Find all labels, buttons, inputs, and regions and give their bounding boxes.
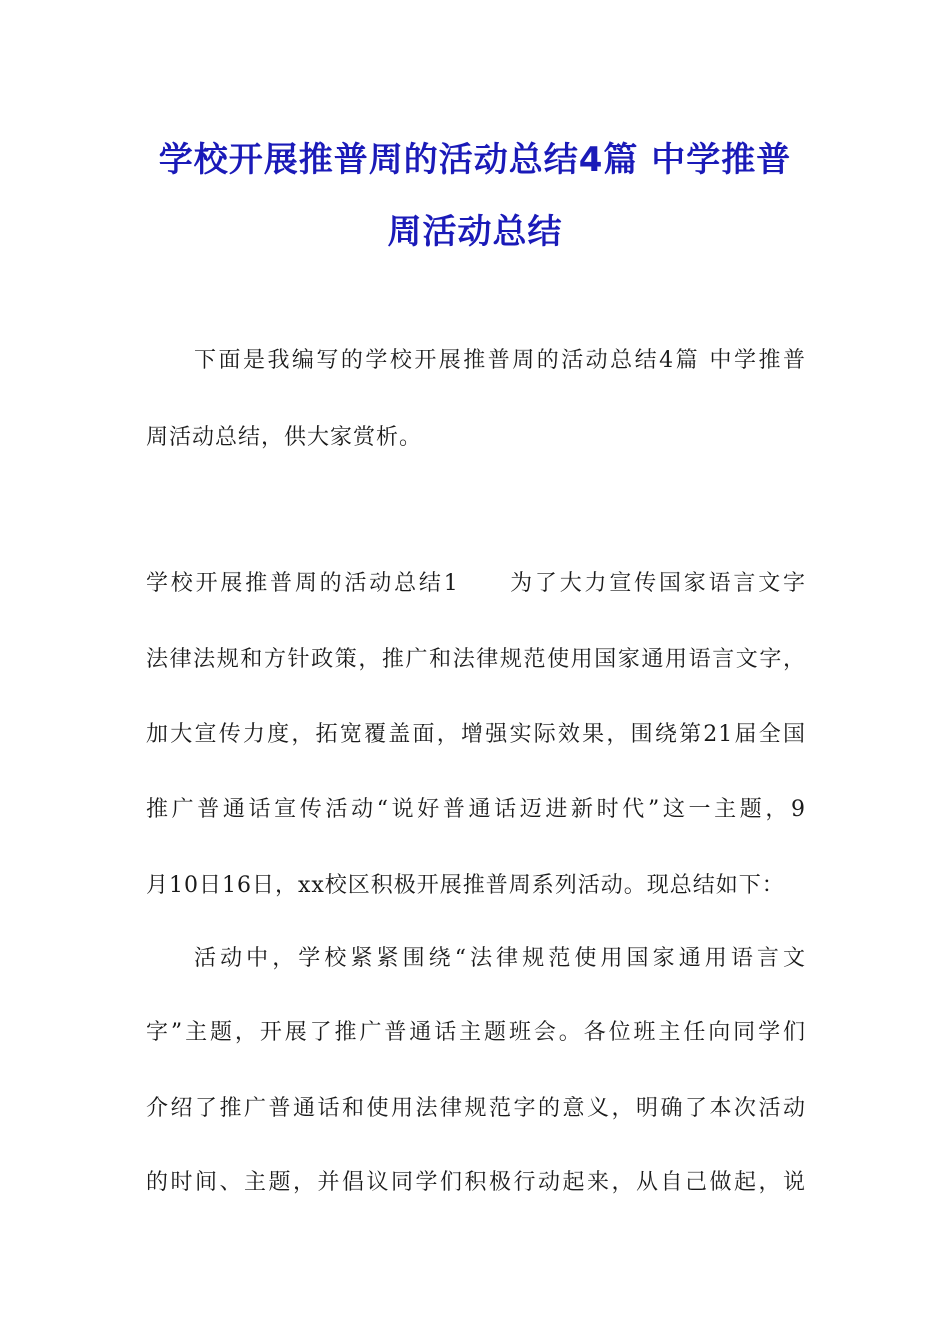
intro-line-2: 周活动总结，供大家赏析。 <box>146 425 423 450</box>
section1-line-3: 加大宣传力度，拓宽覆盖面，增强实际效果，围绕第21届全国 <box>146 722 806 747</box>
document-title-line-2: 周活动总结 <box>387 212 563 252</box>
section2-line-4: 的时间、主题，并倡议同学们积极行动起来，从自己做起，说 <box>146 1170 806 1195</box>
section1-line-4: 推广普通话宣传活动“说好普通话迈进新时代”这一主题，9 <box>146 797 806 822</box>
intro-line-1: 下面是我编写的学校开展推普周的活动总结4篇 中学推普 <box>194 348 806 373</box>
section1-line-1: 学校开展推普周的活动总结1 为了大力宣传国家语言文字 <box>146 571 806 596</box>
section1-line-5: 月10日16日，xx校区积极开展推普周系列活动。现总结如下： <box>146 873 785 898</box>
section1-line-2: 法律法规和方针政策，推广和法律规范使用国家通用语言文字， <box>146 647 806 672</box>
document-title-line-1: 学校开展推普周的活动总结4篇 中学推普 <box>158 140 792 180</box>
section2-line-3: 介绍了推广普通话和使用法律规范字的意义，明确了本次活动 <box>146 1096 806 1121</box>
section2-line-1: 活动中，学校紧紧围绕“法律规范使用国家通用语言文 <box>194 946 806 971</box>
section2-line-2: 字”主题，开展了推广普通话主题班会。各位班主任向同学们 <box>146 1020 806 1045</box>
